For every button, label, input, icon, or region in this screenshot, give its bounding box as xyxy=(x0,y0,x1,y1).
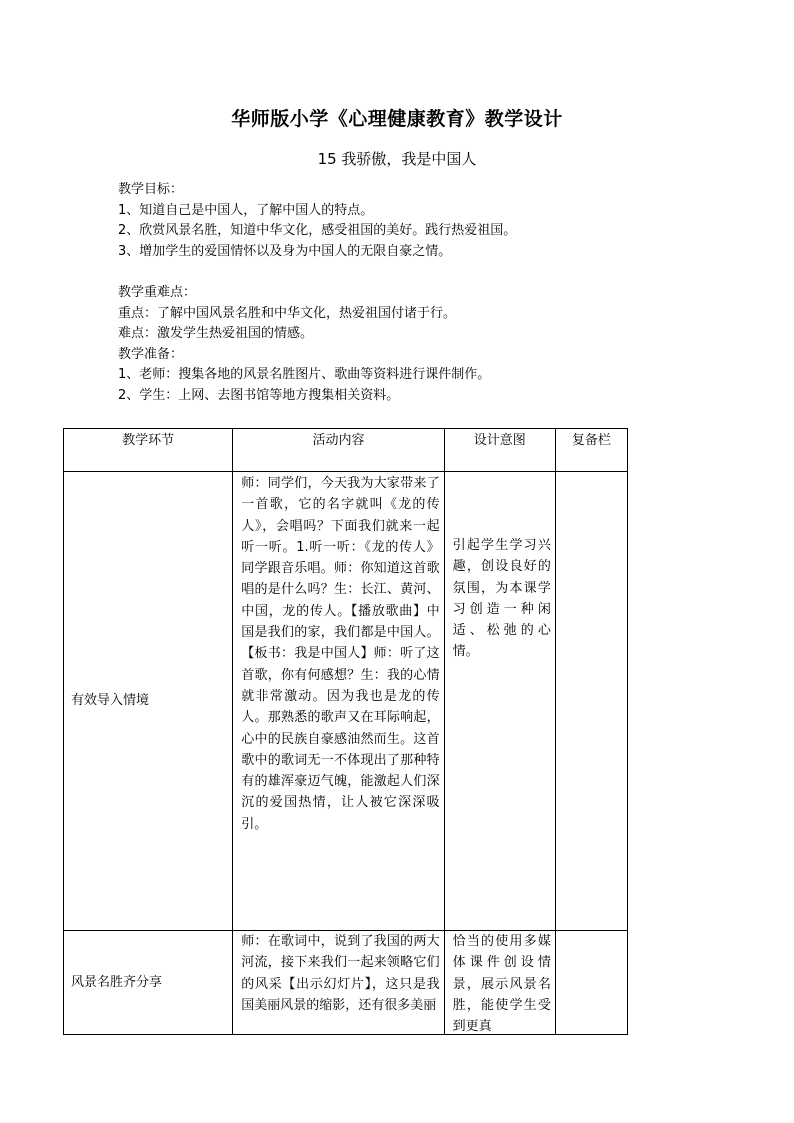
activity-cell xyxy=(233,472,444,931)
lesson-intro xyxy=(118,180,678,407)
difficulty-point: 难点：激发学生热爱祖国的情感。 xyxy=(118,326,314,342)
keypoints-heading: 教学重难点： xyxy=(118,284,197,300)
objective-item: 1、知道自己是中国人，了解中国人的特点。 xyxy=(118,202,374,218)
activity-text: 师：在歌词中，说到了我国的两大河流，接下来我们一起来领略它们的风采【出示幻灯片】，这只是我国美丽风景的缩影，还有很多美丽 xyxy=(241,934,440,1013)
notes-cell xyxy=(555,931,627,1035)
objectives-heading: 教学目标： xyxy=(118,182,184,197)
header-notes: 复备栏 xyxy=(555,429,627,472)
document-title: 华师版小学《心理健康教育》教学设计 xyxy=(231,108,563,130)
preparation-item: 1、老师：搜集各地的风景名胜图片、歌曲等资料进行课件制作。 xyxy=(118,367,491,383)
intent-text: 引起学生学习兴趣，创设良好的氛围，为本课学习创造一种闲适、松弛的心情。 xyxy=(452,538,551,660)
objective-item: 3、增加学生的爱国情怀以及身为中国人的无限自豪之情。 xyxy=(118,243,452,259)
activity-cell xyxy=(233,931,444,1035)
stage-label: 风景名胜齐分享 xyxy=(71,974,163,990)
preparation-heading: 教学准备： xyxy=(118,346,184,362)
key-point: 重点：了解中国风景名胜和中华文化，热爱祖国付诸于行。 xyxy=(118,305,457,321)
lesson-plan-table xyxy=(63,428,628,1035)
header-stage: 教学环节 xyxy=(64,429,233,472)
spacer xyxy=(118,262,678,283)
preparation-item: 2、学生：上网、去图书馆等地方搜集相关资料。 xyxy=(118,387,400,403)
intent-text: 恰当的使用多媒体课件创设情景，展示风景名胜，能使学生受到更真 xyxy=(452,934,551,1034)
stage-cell xyxy=(64,472,233,931)
lesson-title: 15 我骄傲，我是中国人 xyxy=(317,150,477,168)
table-row xyxy=(64,931,628,1035)
header-activity: 活动内容 xyxy=(233,429,444,472)
notes-cell xyxy=(555,472,627,931)
activity-text: 师：同学们，今天我为大家带来了一首歌，它的名字就叫《龙的传人》，会唱吗？下面我们就来一起听一听。1.听一听：《龙的传人》 同学跟音乐唱。师：你知道这首歌唱的是什么吗？生：长江、黄河、中国，龙的传人。【播放歌曲】中国是我们的家，我们都是中国人。【板书：我是中国人】师：听了这首歌，你有何感想？生：我的心情就非常激动。因为我也是龙的传人。那熟悉的歌声又在耳际响起，心中的民族自豪感油然而生。这首歌中的歌词无一不体现出了那种特有的雄浑豪迈气魄，能激起人们深沉的爱国热情，让人被它深深吸引。 xyxy=(241,476,440,832)
table-header-row xyxy=(64,429,628,472)
objective-item: 2、欣赏风景名胜，知道中华文化，感受祖国的美好。践行热爱祖国。 xyxy=(118,223,517,239)
intent-cell xyxy=(444,931,555,1035)
stage-label: 有效导入情境 xyxy=(71,693,150,708)
table-row xyxy=(64,472,628,931)
stage-cell xyxy=(64,931,233,1035)
header-intent: 设计意图 xyxy=(444,429,555,472)
intent-cell xyxy=(444,472,555,931)
